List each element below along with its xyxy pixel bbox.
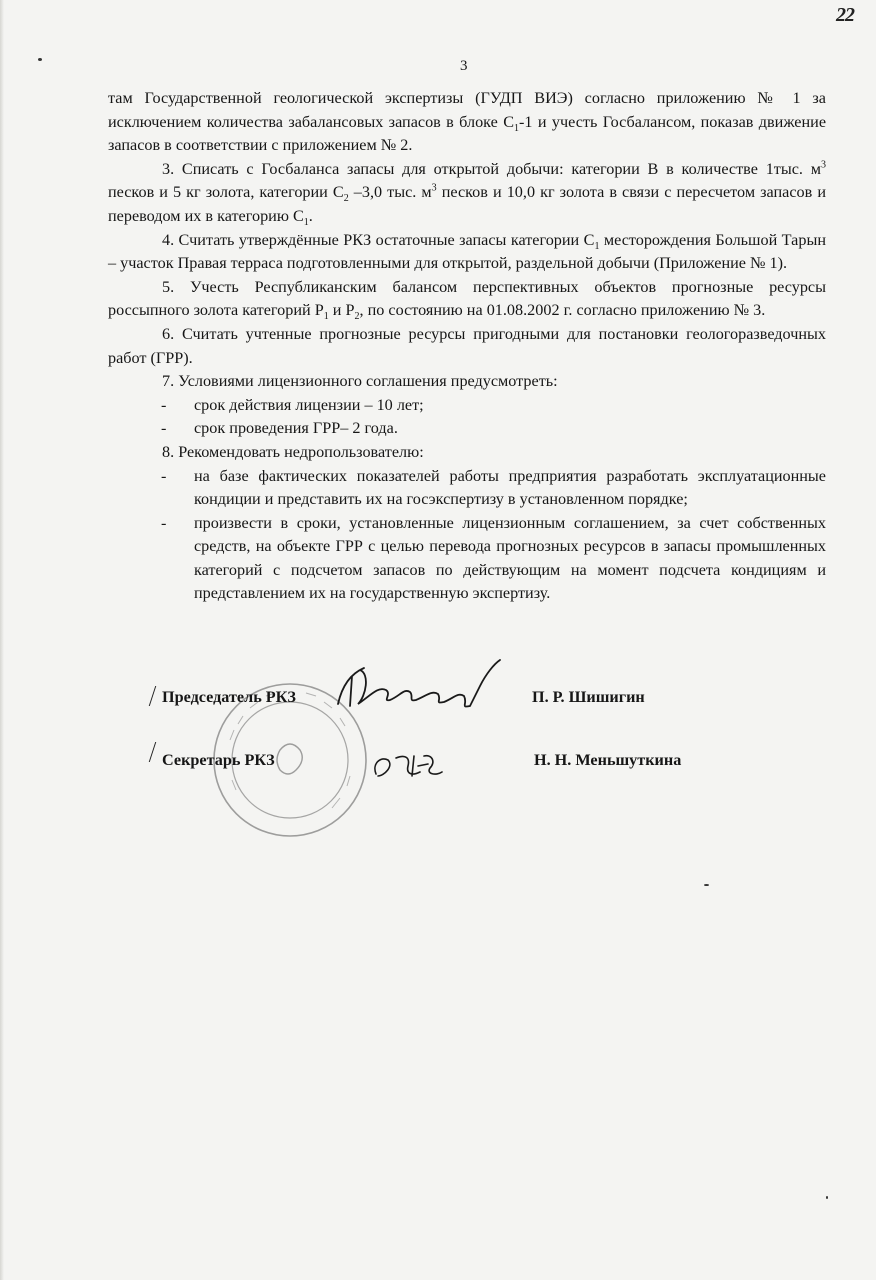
chair-signature [330, 656, 510, 718]
list-item: - срок проведения ГРР– 2 года. [161, 419, 398, 438]
secretary-name: Н. Н. Меньшуткина [534, 751, 682, 769]
list-item: - на базе фактических показателей работы предприятия разработать эксплуатационные кондиции и представить их на госэкспертизу в установленном порядке; [161, 466, 826, 509]
scan-edge [0, 0, 4, 1280]
chair-name: П. Р. Шишигин [532, 688, 645, 706]
paragraph-6: 6. Считать учтенные прогнозные ресурсы пригодными для постановки геологоразведочных работ (ГРР). [108, 324, 826, 367]
paragraph-1: там Государственной геологической экспертизы (ГУДП ВИЭ) согласно приложению № 1 за исключением количества забалансовых запасов в блоке $С_1-1$ и учесть Госбалансом, показав движение запасов в соответствии с приложением № 2. [108, 89, 826, 155]
scan-speck [704, 884, 709, 886]
scan-speck [826, 1196, 828, 1199]
list-item: - срок действия лицензии – 10 лет; [161, 395, 424, 414]
secretary-signature [366, 746, 456, 786]
corner-page-number: 22 [836, 4, 854, 26]
list-item: - произвести в сроки, установленные лицензионным соглашением, за счет собственных средств, на объекте ГРР с целью перевода прогнозных ресурсов в запасы промышленных категорий с подсчетом запасов по действующим на момент подсчета кондициям и представлением их на государственную экспертизу. [161, 513, 826, 603]
scan-speck [38, 58, 42, 61]
paragraph-5: 5. Учесть Республиканским балансом перспективных объектов прогнозные ресурсы россыпного золота категорий $Р_1$ и $Р_2$, по состоянию на 01.08.2002 г. согласно приложению № 3. [108, 277, 826, 323]
chair-label: Председатель РКЗ [162, 688, 296, 706]
paragraph-7: 7. Условиями лицензионного соглашения предусмотреть: [162, 372, 558, 391]
secretary-label: Секретарь РКЗ [162, 751, 275, 769]
page-number: 3 [460, 58, 468, 74]
document-body [108, 87, 826, 606]
paragraph-4: 4. Считать утверждённые РКЗ остаточные запасы категории $С_1$ месторождения Большой Тарын – участок Правая терраса подготовленными для открытой, раздельной добычи (Приложение № 1). [108, 230, 826, 273]
paragraph-3: 3. Списать с Госбаланса запасы для открытой добычи: категории В в количестве 1тыс. $м^3$ песков и 5 кг золота, категории $С_2$ –3,0 тыс. $м^3$ песков и 10,0 кг золота в связи с пересчетом запасов и переводом их в категорию $С_1$. [108, 159, 826, 229]
paragraph-8: 8. Рекомендовать недропользователю: [162, 442, 424, 461]
